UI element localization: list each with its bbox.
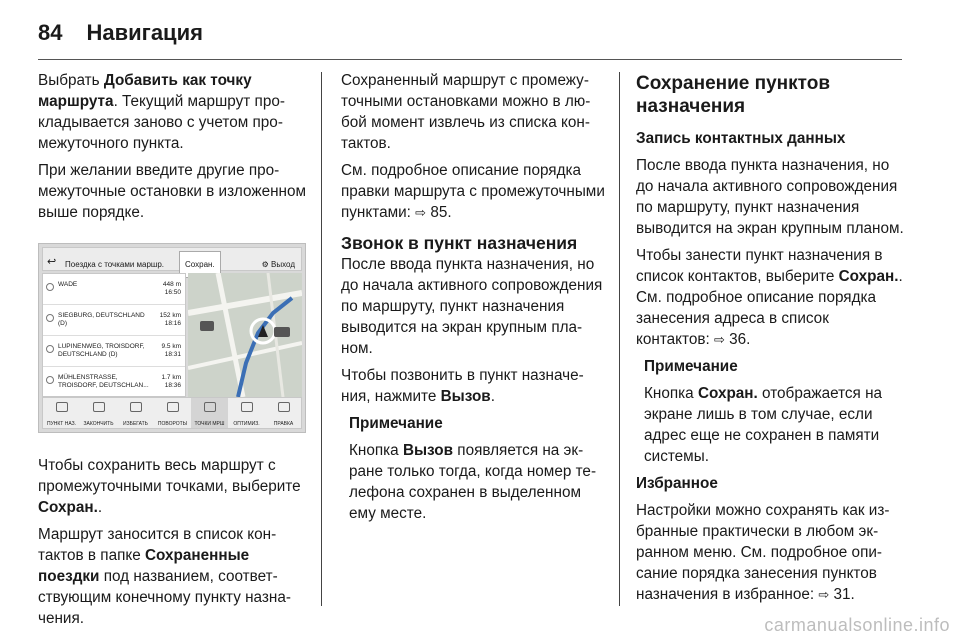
navigation-screenshot [38,243,306,433]
paragraph: После ввода пункта назначения, но до начала активного сопровождения по маршруту, пункт назначения выводится на экран крупным планом. [636,157,904,237]
note-text: Кнопка Вызов появляется на экране только тогда, когда номер телефона сохранен в выделенном ему месте. [349,442,597,522]
screen-exit-button: ⚙ Выход [261,260,295,269]
screen-menu-button: ИЗБЕГАТЬ [117,398,154,428]
ui-term: Добавить как точку маршрута [38,72,252,110]
watermark: carmanualsonline.info [764,615,950,635]
section-heading: Звонок в пункт назначения [341,233,578,253]
paragraph: Чтобы сохранить весь маршрут с промежуточными точками, выберите Сохран.. [38,457,301,516]
reference-arrow-icon: ⇨ [818,587,830,602]
column-1 [38,70,310,635]
note-text: Кнопка Сохран. отображается на экране лишь в том случае, если адрес еще не сохранен в памяти системы. [644,385,883,465]
note-title: Примечание [349,415,443,432]
paragraph: Выбрать Добавить как точку маршрута. Текущий маршрут прокладывается заново с учетом промежуточного пункта. [38,72,285,152]
ui-term: Сохран. [38,499,98,516]
header-rule [38,59,902,60]
destination-flag-icon [46,376,54,384]
page-reference[interactable]: 85 [430,204,448,221]
map-graphic [188,273,302,397]
screen-save-button: Сохран. [179,251,221,278]
column-3 [636,70,906,611]
waypoint-list [42,273,186,397]
screen-menu-button: ПОВОРОТЫ [154,398,191,428]
paragraph: Настройки можно сохранять как избранные практически в любом экранном меню. См. подробное описание порядка занесения пунктов назначения в избранное: ⇨ 31. [636,502,890,603]
paragraph: После ввода пункта назначения, но до начала активного сопровождения по маршруту, пункт назначения выводится на экран крупным планом. [341,256,603,357]
map-view [188,273,302,397]
screen-menu-button-selected: ТОЧКИ МРШ [191,398,228,428]
screen-bottom-bar [42,397,302,429]
waypoint-row: WADE 448 m 16:50 [43,274,185,305]
screen-menu-button: ПУНКТ НАЗ. [43,398,80,428]
waypoint-icon [46,283,54,291]
ui-term: Сохраненные поездки [38,547,250,585]
back-icon: ↩ [47,256,57,268]
page-reference[interactable]: 31 [833,586,851,603]
column-2 [341,70,607,530]
paragraph: Маршрут заносится в список контактов в папке Сохраненные поездки под названием, соответствующим конечному пункту назначения. [38,526,291,627]
paragraph: См. подробное описание порядка правки маршрута с промежуточными пунктами: ⇨ 85. [341,162,605,221]
waypoint-icon [46,345,54,353]
section-title: Сохранение пунктов назначения [636,73,831,117]
screen-menu-button: ОПТИМИЗ. [228,398,265,428]
column-divider [619,72,620,606]
waypoint-row: SIEGBURG, DEUTSCHLAND (D) 152 km 18:16 [43,305,185,336]
paragraph: Сохраненный маршрут с промежуточными остановками можно в любой момент извлечь из списка контактов. [341,72,591,152]
note-box [644,356,906,467]
waypoint-icon [46,314,54,322]
paragraph: При желании введите другие промежуточные остановки в изложенном выше порядке. [38,162,307,221]
screen-menu-button: ПРАВКА [265,398,302,428]
note-title: Примечание [644,358,738,375]
screen-top-bar [42,247,302,271]
screen-title: Поездка с точками маршр. [65,260,165,269]
note-box [349,413,607,524]
paragraph: Чтобы занести пункт назначения в список контактов, выберите Сохран.. См. подробное описание порядка занесения адреса в список контактов: ⇨ 36. [636,247,903,348]
ui-term: Вызов [440,388,491,405]
ui-term: Сохран. [838,268,899,285]
paragraph: Чтобы позвонить в пункт назначения, нажмите Вызов. [341,367,584,405]
waypoint-row: MÜHLENSTRASSE, TROISDORF, DEUTSCHLAN... 1.7 km 18:36 [43,367,185,397]
reference-arrow-icon: ⇨ [415,205,427,220]
reference-arrow-icon: ⇨ [714,332,725,347]
page-title: Навигация [86,20,203,45]
subsection-heading: Запись контактных данных [636,130,846,147]
column-divider [321,72,322,606]
page-header [38,20,203,46]
waypoint-row: LUPINENWEG, TROISDORF, DEUTSCHLAND (D) 9.5 km 18:31 [43,336,185,367]
page-reference[interactable]: 36 [729,331,747,348]
screen-menu-button: ЗАКОНЧИТЬ [80,398,117,428]
subsection-heading: Избранное [636,475,718,492]
page-number: 84 [38,20,63,45]
